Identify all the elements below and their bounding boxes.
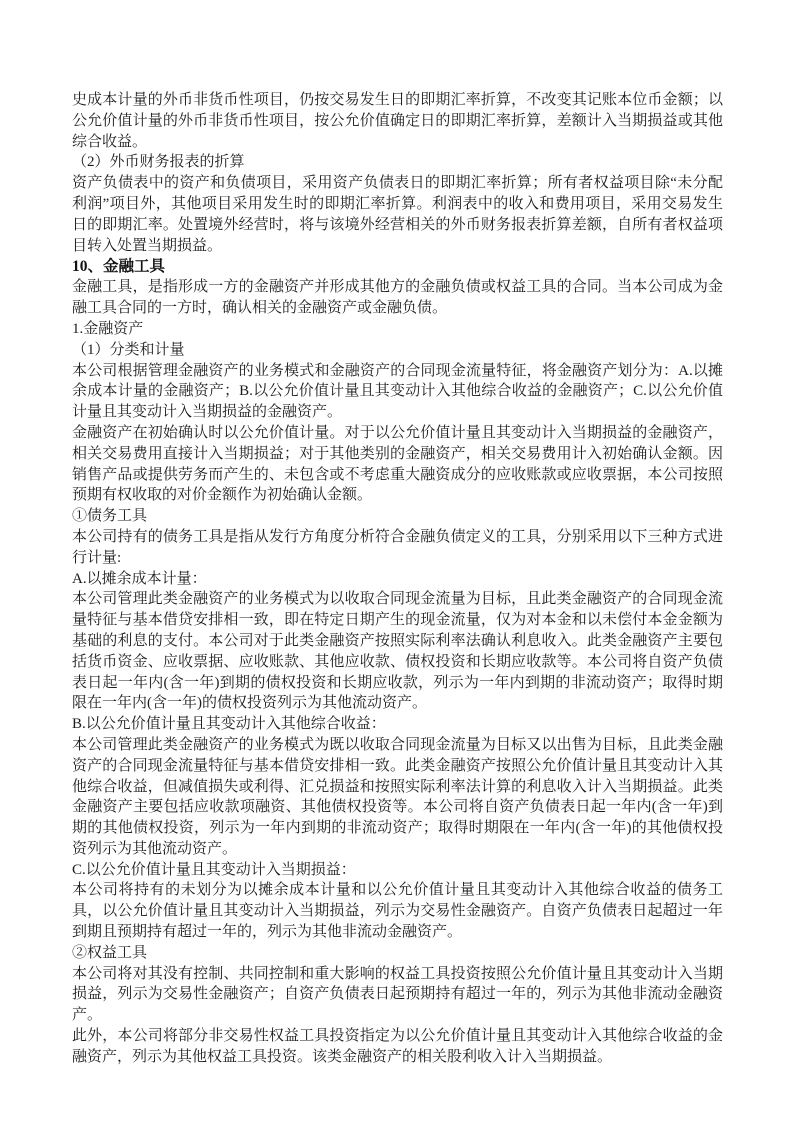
para-fx-statement-translation-subheading: （2）外币财务报表的折算 xyxy=(72,154,245,171)
para-financial-instruments-definition: 金融工具，是指形成一方的金融资产并形成其他方的金融负债或权益工具的合同。当本公司成为金融工具合同的一方时，确认相关的金融资产或金融负债。 xyxy=(72,279,723,317)
para-fvtpl-label: C.以公允价值计量且其变动计入当期损益： xyxy=(72,861,356,878)
para-classification-categories: 本公司根据管理金融资产的业务模式和金融资产的合同现金流量特征，将金融资产划分为：A.以摊余成本计量的金融资产；B.以公允价值计量且其变动计入其他综合收益的金融资产；C.以公允价值计量且其变动计入当期损益的金融资产。 xyxy=(72,362,723,421)
para-historical-cost-foreign-currency-items: 史成本计量的外币非货币性项目，仍按交易发生日的即期汇率折算，不改变其记账本位币金额；以公允价值计量的外币非货币性项目，按公允价值确定日的即期汇率折算，差额计入当期损益或其他综合收益。 xyxy=(72,92,723,150)
para-debt-instruments-label: ①债务工具 xyxy=(72,508,148,525)
para-initial-recognition: 金融资产在初始确认时以公允价值计量。对于以公允价值计量且其变动计入当期损益的金融资产，相关交易费用直接计入当期损益；对于其他类别的金融资产，相关交易费用计入初始确认金额。因销售产品或提供劳务而产生的、未包含或不考虑重大融资成分的应收账款或应收票据，本公司按照预期有权收取的对价金额作为初始确认金额。 xyxy=(72,424,723,504)
para-amortized-cost-detail: 本公司管理此类金融资产的业务模式为以收取合同现金流量为目标，且此类金融资产的合同现金流量特征与基本借贷安排相一致，即在特定日期产生的现金流量，仅为对本金和以未偿付本金金额为基础的利息的支付。本公司对于此类金融资产按照实际利率法确认利息收入。此类金融资产主要包括货币资金、应收票据、应收账款、其他应收款、债权投资和长期应收款等。本公司将自资产负债表日起一年内(含一年)到期的债权投资和长期应收款，列示为一年内到期的非流动资产；取得时期限在一年内(含一年)的债权投资列示为其他流动资产。 xyxy=(72,591,723,712)
para-balance-sheet-translation: 资产负债表中的资产和负债项目，采用资产负债表日的即期汇率折算；所有者权益项目除“未分配利润”项目外，其他项目采用发生时的即期汇率折算。利润表中的收入和费用项目，采用交易发生日的即期汇率。处置境外经营时，将与该境外经营相关的外币财务报表折算差额，自所有者权益项目转入处置当期损益。 xyxy=(72,175,723,254)
section-heading-financial-instruments: 10、金融工具 xyxy=(72,258,166,276)
para-fvoci-label: B.以公允价值计量且其变动计入其他综合收益： xyxy=(72,716,386,733)
para-debt-instruments-definition: 本公司持有的债务工具是指从发行方角度分析符合金融负债定义的工具，分别采用以下三种方式进行计量: xyxy=(72,528,723,566)
para-equity-instruments-label: ②权益工具 xyxy=(72,944,148,961)
para-equity-instruments-detail: 本公司将对其没有控制、共同控制和重大影响的权益工具投资按照公允价值计量且其变动计入当期损益，列示为交易性金融资产；自资产负债表日起预期持有超过一年的，列示为其他非流动金融资产。 xyxy=(72,965,723,1024)
para-classification-measurement-label: （1）分类和计量 xyxy=(72,341,185,358)
page-content xyxy=(72,90,723,1068)
para-financial-assets-label: 1.金融资产 xyxy=(72,320,144,337)
para-fvoci-detail: 本公司管理此类金融资产的业务模式为既以收取合同现金流量为目标又以出售为目标，且此类金融资产的合同现金流量特征与基本借贷安排相一致。此类金融资产按照公允价值计量且其变动计入其他综合收益，但减值损失或利得、汇兑损益和按照实际利率法计算的利息收入计入当期损益。此类金融资产主要包括应收款项融资、其他债权投资等。本公司将自资产负债表日起一年内(含一年)到期的其他债权投资，列示为一年内到期的非流动资产；取得时期限在一年内(含一年)的其他债权投资列示为其他流动资产。 xyxy=(72,736,723,857)
para-non-trading-equity-designation: 此外，本公司将部分非交易性权益工具投资指定为以公允价值计量且其变动计入其他综合收益的金融资产，列示为其他权益工具投资。该类金融资产的相关股利收入计入当期损益。 xyxy=(72,1028,723,1065)
para-fvtpl-detail: 本公司将持有的未划分为以摊余成本计量和以公允价值计量且其变动计入其他综合收益的债务工具，以公允价值计量且其变动计入当期损益，列示为交易性金融资产。自资产负债表日起超过一年到期且预期持有超过一年的，列示为其他非流动金融资产。 xyxy=(72,882,723,941)
para-amortized-cost-label: A.以摊余成本计量： xyxy=(72,570,207,587)
